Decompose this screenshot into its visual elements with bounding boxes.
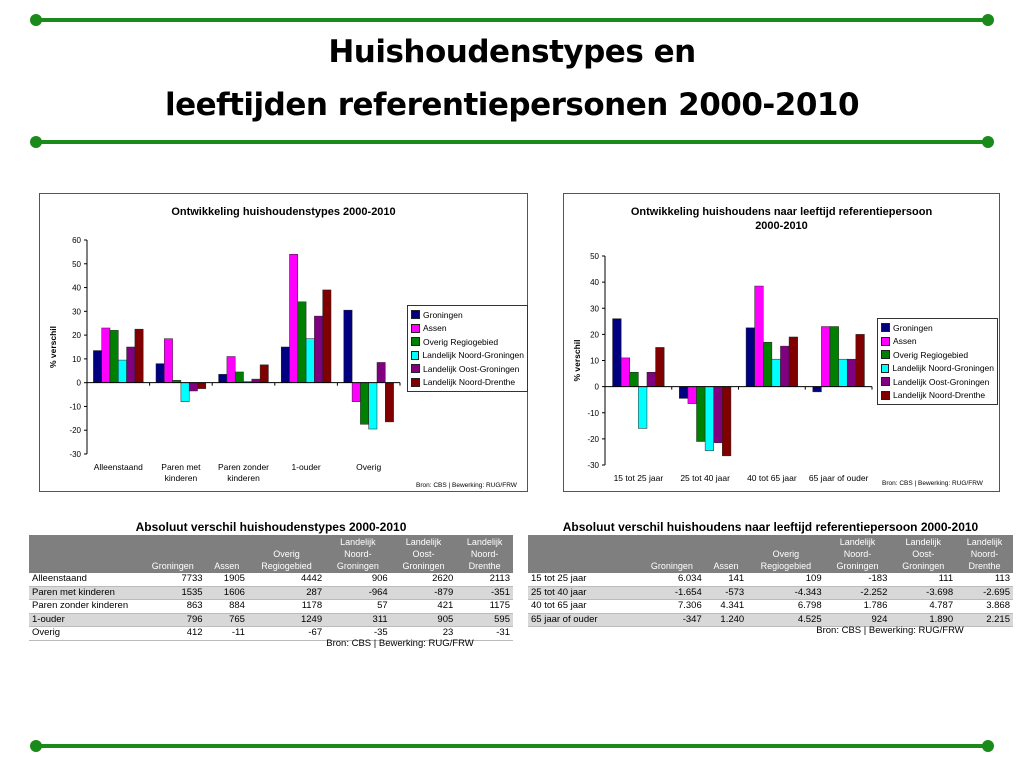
bar xyxy=(281,347,289,383)
legend-item-overig-regiogebied xyxy=(411,335,524,349)
column-header-line: Regiogebied xyxy=(261,561,312,571)
bar xyxy=(219,374,227,382)
column-header-line: Regiogebied xyxy=(760,561,812,571)
x-tick-label: Alleenstaand xyxy=(93,462,143,472)
bar xyxy=(613,319,622,387)
table-leeftijd xyxy=(528,535,1013,627)
column-header-line: Groningen xyxy=(402,561,445,571)
column-header-line xyxy=(531,536,636,548)
column-header xyxy=(248,535,325,573)
table-cell: 111 xyxy=(890,573,956,586)
column-header-line xyxy=(708,536,744,548)
table-cell: 421 xyxy=(391,600,457,614)
column-header xyxy=(456,535,513,573)
bar xyxy=(847,359,856,386)
bar xyxy=(789,337,798,387)
column-header-line: Oost- xyxy=(912,549,935,559)
y-tick-label: 10 xyxy=(72,354,81,364)
legend-item-assen xyxy=(881,335,994,349)
column-header xyxy=(825,535,891,573)
legend-label: Landelijk Oost-Groningen xyxy=(423,363,520,374)
column-header-line: Landelijk xyxy=(340,537,376,547)
column-header-line xyxy=(143,548,203,560)
table-row xyxy=(29,573,513,586)
legend-swatch xyxy=(881,391,890,400)
table-2-title: Absoluut verschil huishoudens naar leeftijd referentiepersoon 2000-2010 xyxy=(562,520,979,534)
bar xyxy=(198,383,206,389)
table-2-source: Bron: CBS | Bewerking: RUG/FRW xyxy=(816,625,964,636)
column-header-line: Landelijk xyxy=(466,537,503,547)
table-cell: 23 xyxy=(391,627,457,641)
bar xyxy=(377,362,385,382)
row-label: Overig xyxy=(29,627,140,641)
table-cell: 1249 xyxy=(248,613,325,627)
legend-swatch xyxy=(411,324,420,333)
x-tick-label: Paren met xyxy=(161,462,201,472)
bottom-rule xyxy=(36,744,988,748)
legend-item-landelijk-oost-groningen xyxy=(881,375,994,389)
table-row xyxy=(528,573,1013,586)
column-header-line xyxy=(209,548,245,560)
bar xyxy=(252,379,260,383)
bar xyxy=(647,372,656,386)
table-cell: 1.786 xyxy=(825,600,891,614)
table-cell: 141 xyxy=(705,573,747,586)
legend-label: Landelijk Oost-Groningen xyxy=(893,376,990,387)
title-rule-left-dot xyxy=(30,136,42,148)
bar xyxy=(260,365,268,383)
y-tick-label: 50 xyxy=(590,252,599,261)
legend-label: Landelijk Noord-Drenthe xyxy=(893,390,986,401)
bar xyxy=(714,387,723,443)
bar xyxy=(323,290,331,383)
table-cell: -3.698 xyxy=(890,586,956,600)
column-header xyxy=(956,535,1013,573)
table-cell: 57 xyxy=(325,600,391,614)
y-tick-label: 0 xyxy=(594,382,599,392)
table-cell: 1178 xyxy=(248,600,325,614)
x-tick-label: Overig xyxy=(356,462,382,472)
table-cell: 884 xyxy=(206,600,248,614)
bar xyxy=(679,387,688,399)
legend-label: Assen xyxy=(423,323,447,334)
column-header xyxy=(325,535,391,573)
bar xyxy=(135,329,143,383)
bar xyxy=(93,351,101,383)
bar xyxy=(314,316,322,383)
legend-item-landelijk-noord-groningen xyxy=(411,349,524,363)
column-header-line xyxy=(750,536,821,548)
column-header-line xyxy=(642,536,702,548)
table-1-title: Absoluut verschil huishoudenstypes 2000-2010 xyxy=(135,520,407,534)
table-cell: 2.215 xyxy=(956,613,1013,627)
table-cell: 765 xyxy=(206,613,248,627)
column-header-line xyxy=(32,548,137,560)
column-header-line xyxy=(143,536,203,548)
bar xyxy=(181,383,189,402)
table-cell: 1.240 xyxy=(705,613,747,627)
bar xyxy=(227,357,235,383)
y-tick-label: -10 xyxy=(69,402,81,412)
column-header-line: Groningen xyxy=(336,561,379,571)
y-tick-label: 20 xyxy=(590,330,599,340)
column-header-line: Drenthe xyxy=(968,561,1001,571)
bottom-rule-right-dot xyxy=(982,740,994,752)
column-header xyxy=(391,535,457,573)
legend-swatch xyxy=(881,364,889,373)
x-tick-label: 15 tot 25 jaar xyxy=(613,473,664,483)
legend-swatch xyxy=(411,378,420,387)
bar xyxy=(856,334,865,386)
table-huishoudenstypes xyxy=(29,535,513,641)
x-tick-label: Paren zonder xyxy=(217,462,270,472)
table-cell: 1905 xyxy=(206,573,248,586)
table-cell: -4.343 xyxy=(747,586,824,600)
y-tick-label: 10 xyxy=(590,356,599,366)
table-cell: 796 xyxy=(140,613,206,627)
table-cell: 3.868 xyxy=(956,600,1013,614)
bar xyxy=(298,302,306,383)
table-cell: 1.890 xyxy=(890,613,956,627)
table-cell: 863 xyxy=(140,600,206,614)
chart-leeftijd xyxy=(563,193,1000,492)
bar xyxy=(352,383,360,402)
bar xyxy=(638,387,647,429)
y-tick-label: 30 xyxy=(72,307,81,317)
legend-label: Groningen xyxy=(423,309,463,320)
column-header-line: Assen xyxy=(713,561,739,571)
bar xyxy=(360,383,368,425)
bar xyxy=(839,359,848,386)
legend-item-groningen xyxy=(881,321,994,335)
bar xyxy=(780,346,789,386)
legend-swatch xyxy=(881,323,890,332)
x-tick-label: kinderen xyxy=(164,473,198,483)
y-tick-label: 40 xyxy=(72,283,81,293)
table-cell: 287 xyxy=(248,586,325,600)
x-tick-label: 40 tot 65 jaar xyxy=(747,473,797,483)
row-label: 65 jaar of ouder xyxy=(528,613,639,627)
bottom-rule-left-dot xyxy=(30,740,42,752)
bar xyxy=(156,364,164,383)
bar xyxy=(630,372,639,386)
table-cell: 113 xyxy=(956,573,1013,586)
column-header-line: Overig xyxy=(273,549,300,559)
top-rule xyxy=(36,18,988,22)
chart-title-line-2: 2000-2010 xyxy=(755,220,808,232)
column-header-line xyxy=(209,536,245,548)
column-header-line xyxy=(32,536,137,548)
table-cell: -35 xyxy=(325,627,391,641)
column-header-line: Landelijk xyxy=(966,537,1003,547)
legend-label: Assen xyxy=(893,336,917,347)
column-header xyxy=(747,535,824,573)
chart-legend xyxy=(877,318,998,405)
bar xyxy=(306,339,314,383)
table-header-row xyxy=(528,535,1013,573)
page-title-line-2: leeftijden referentiepersonen 2000-2010 xyxy=(164,87,860,123)
table-cell: 7.306 xyxy=(639,600,705,614)
page-title-line-1: Huishoudenstypes en xyxy=(328,34,696,70)
column-header xyxy=(140,535,206,573)
column-header-line: Landelijk xyxy=(839,537,876,547)
column-header-line xyxy=(531,548,636,560)
table-cell: 4442 xyxy=(248,573,325,586)
table-row xyxy=(29,600,513,614)
chart-title-line-1: Ontwikkeling huishoudens naar leeftijd referentiepersoon xyxy=(630,206,933,218)
chart-source: Bron: CBS | Bewerking: RUG/FRW xyxy=(416,482,517,489)
table-cell: 1175 xyxy=(456,600,513,614)
column-header-line xyxy=(251,536,322,548)
y-tick-label: 20 xyxy=(72,331,81,341)
y-tick-label: -30 xyxy=(587,461,599,470)
legend-label: Landelijk Noord-Groningen xyxy=(892,363,994,374)
column-header-line: Landelijk xyxy=(905,537,941,547)
table-cell: -183 xyxy=(825,573,891,586)
table-cell: -2.252 xyxy=(825,586,891,600)
column-header-line xyxy=(708,548,744,560)
column-header-line: Groningen xyxy=(151,561,194,571)
column-header xyxy=(206,535,248,573)
table-cell: -879 xyxy=(391,586,457,600)
x-tick-label: 65 jaar of ouder xyxy=(808,473,869,483)
bar xyxy=(830,327,839,387)
chart-title: Ontwikkeling huishoudenstypes 2000-2010 xyxy=(171,206,396,218)
column-header-line: Assen xyxy=(214,561,240,571)
row-label: Alleenstaand xyxy=(29,573,140,586)
legend-item-groningen xyxy=(411,308,524,322)
table-cell: -964 xyxy=(325,586,391,600)
column-header-line: Drenthe xyxy=(468,561,501,571)
y-axis-label: % verschil xyxy=(572,339,582,382)
bar xyxy=(705,387,714,451)
legend-swatch xyxy=(411,364,420,373)
table-cell: 311 xyxy=(325,613,391,627)
table-cell: -67 xyxy=(248,627,325,641)
legend-label: Landelijk Noord-Drenthe xyxy=(423,377,516,388)
y-tick-label: 50 xyxy=(72,259,81,269)
table-cell: 6.034 xyxy=(639,573,705,586)
table-cell: 109 xyxy=(747,573,824,586)
legend-swatch xyxy=(881,337,890,346)
x-tick-label: kinderen xyxy=(227,473,260,483)
row-label: Paren met kinderen xyxy=(29,586,140,600)
y-tick-label: -10 xyxy=(587,408,599,418)
row-label: 1-ouder xyxy=(29,613,140,627)
column-header-line: Noord- xyxy=(344,549,372,559)
bar xyxy=(385,383,393,422)
bar xyxy=(127,347,135,383)
legend-label: Groningen xyxy=(893,322,933,333)
column-header xyxy=(29,535,140,573)
title-rule xyxy=(36,140,988,144)
chart-source: Bron: CBS | Bewerking: RUG/FRW xyxy=(882,480,983,487)
table-row xyxy=(29,613,513,627)
column-header-line xyxy=(32,560,137,572)
row-label: 40 tot 65 jaar xyxy=(528,600,639,614)
column-header-line: Oost- xyxy=(412,549,435,559)
column-header xyxy=(890,535,956,573)
y-tick-label: -20 xyxy=(587,434,599,444)
table-cell: 924 xyxy=(825,613,891,627)
legend-swatch xyxy=(881,377,890,386)
table-1-source: Bron: CBS | Bewerking: RUG/FRW xyxy=(326,638,474,649)
column-header-line: Groningen xyxy=(650,561,693,571)
table-cell: 6.798 xyxy=(747,600,824,614)
legend-item-overig-regiogebied xyxy=(881,348,994,362)
table-cell: 4.525 xyxy=(747,613,824,627)
y-tick-label: -20 xyxy=(69,426,81,436)
column-header-line: Landelijk xyxy=(405,537,442,547)
y-tick-label: 60 xyxy=(72,236,81,245)
y-tick-label: 30 xyxy=(590,304,599,314)
table-cell: -347 xyxy=(639,613,705,627)
y-tick-label: 40 xyxy=(590,278,599,288)
y-tick-label: 0 xyxy=(76,378,81,388)
legend-item-landelijk-oost-groningen xyxy=(411,362,524,376)
table-row xyxy=(29,586,513,600)
legend-swatch xyxy=(881,350,890,359)
bar xyxy=(102,328,110,383)
legend-label: Overig Regiogebied xyxy=(423,336,499,347)
table-cell: 412 xyxy=(140,627,206,641)
table-cell: 1606 xyxy=(206,586,248,600)
bar xyxy=(722,387,731,456)
table-cell: 905 xyxy=(391,613,457,627)
column-header-line: Noord- xyxy=(843,549,872,559)
bar xyxy=(369,383,377,429)
table-cell: -1.654 xyxy=(639,586,705,600)
bar xyxy=(746,328,755,387)
legend-label: Landelijk Noord-Groningen xyxy=(422,350,524,361)
table-cell: 4.787 xyxy=(890,600,956,614)
bar xyxy=(697,387,706,442)
column-header-line: Noord- xyxy=(470,549,499,559)
table-cell: 4.341 xyxy=(705,600,747,614)
bar xyxy=(621,358,630,387)
column-header xyxy=(639,535,705,573)
legend-swatch xyxy=(411,337,420,346)
table-header-row xyxy=(29,535,513,573)
legend-item-landelijk-noord-drenthe xyxy=(881,389,994,403)
table-cell: 906 xyxy=(325,573,391,586)
x-tick-label: 1-ouder xyxy=(291,462,321,472)
bar xyxy=(290,254,298,382)
row-label: 25 tot 40 jaar xyxy=(528,586,639,600)
table-cell: -573 xyxy=(705,586,747,600)
bar xyxy=(189,383,197,391)
table-row xyxy=(528,600,1013,614)
x-tick-label: 25 tot 40 jaar xyxy=(680,473,730,483)
bar xyxy=(110,330,118,382)
legend-item-landelijk-noord-groningen xyxy=(881,362,994,376)
bar xyxy=(688,387,697,404)
bar xyxy=(344,310,352,383)
column-header-line xyxy=(531,560,636,572)
bar xyxy=(118,360,126,383)
legend-item-assen xyxy=(411,322,524,336)
table-cell: 2620 xyxy=(391,573,457,586)
column-header xyxy=(705,535,747,573)
bar xyxy=(164,339,172,383)
column-header-line xyxy=(642,548,702,560)
bar xyxy=(813,387,822,392)
column-header xyxy=(528,535,639,573)
table-cell: 2113 xyxy=(456,573,513,586)
legend-item-landelijk-noord-drenthe xyxy=(411,376,524,390)
y-axis-label: % verschil xyxy=(48,325,58,369)
y-tick-label: -30 xyxy=(69,450,81,459)
row-label: Paren zonder kinderen xyxy=(29,600,140,614)
table-cell: -2.695 xyxy=(956,586,1013,600)
bar xyxy=(656,347,665,386)
bar xyxy=(235,372,243,383)
title-rule-right-dot xyxy=(982,136,994,148)
table-cell: 595 xyxy=(456,613,513,627)
top-rule-right-dot xyxy=(982,14,994,26)
bar xyxy=(763,342,772,386)
column-header-line: Overig xyxy=(772,549,800,559)
column-header-line: Noord- xyxy=(970,549,999,559)
bar xyxy=(772,359,781,386)
column-header-line: Groningen xyxy=(836,561,879,571)
column-header-line: Groningen xyxy=(902,561,945,571)
row-label: 15 tot 25 jaar xyxy=(528,573,639,586)
legend-swatch xyxy=(411,310,420,319)
table-cell: 7733 xyxy=(140,573,206,586)
table-cell: -11 xyxy=(206,627,248,641)
chart-huishoudenstypes xyxy=(39,193,528,492)
table-row xyxy=(528,586,1013,600)
legend-label: Overig Regiogebied xyxy=(893,349,969,360)
chart-legend xyxy=(407,305,528,392)
bar xyxy=(755,286,764,387)
legend-swatch xyxy=(411,351,419,360)
table-cell: -31 xyxy=(456,627,513,641)
bar xyxy=(821,327,830,387)
table-cell: -351 xyxy=(456,586,513,600)
top-rule-left-dot xyxy=(30,14,42,26)
table-cell: 1535 xyxy=(140,586,206,600)
